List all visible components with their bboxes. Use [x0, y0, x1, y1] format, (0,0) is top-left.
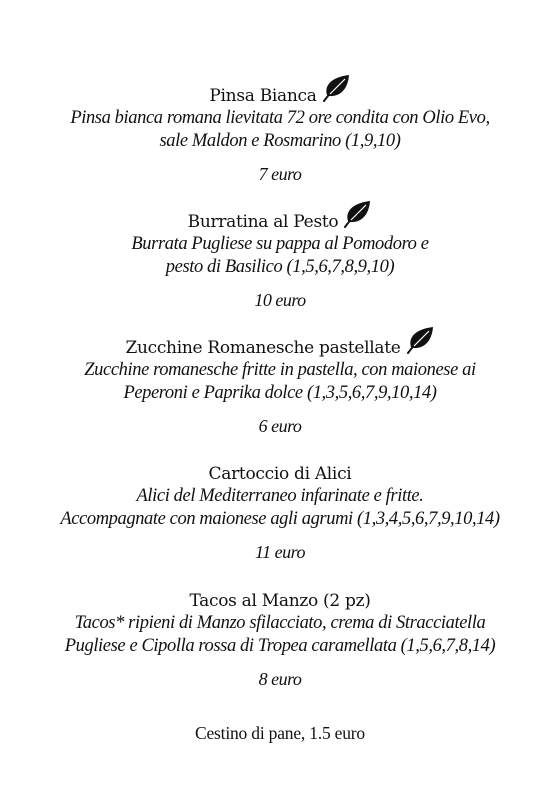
item-title-row: [0, 328, 560, 358]
item-price: 7 euro: [258, 164, 302, 184]
menu-item-zucchine-romanesche: [0, 328, 560, 437]
leaf-icon: [405, 326, 435, 354]
item-title-row: [0, 202, 560, 232]
item-description-line-1: Alici del Mediterraneo infarinate e fritte.: [136, 486, 424, 506]
item-price: 10 euro: [254, 290, 306, 310]
item-title-row: [0, 76, 560, 106]
leaf-icon: [321, 74, 351, 102]
item-description-line-2: Pugliese e Cipolla rossa di Tropea caramellata (1,5,6,7,8,14): [64, 636, 496, 656]
item-price: 11 euro: [255, 542, 305, 562]
item-description-line-1: Pinsa bianca romana lievitata 72 ore condita con Olio Evo,: [70, 108, 490, 128]
item-title: Cartoccio di Alici: [208, 464, 352, 484]
bread-basket-note: Cestino di pane, 1.5 euro: [195, 723, 365, 743]
leaf-icon: [342, 200, 372, 228]
menu-item-cartoccio-di-alici: [0, 454, 560, 563]
item-description-line-2: Accompagnate con maionese agli agrumi (1,3,4,5,6,7,9,10,14): [60, 509, 500, 529]
item-title: Burratina al Pesto: [187, 212, 339, 232]
menu-item-tacos-al-manzo: [0, 581, 560, 690]
item-description-line-1: Tacos* ripieni di Manzo sfilacciato, crema di Stracciatella: [74, 613, 486, 633]
item-title-row: [0, 454, 560, 484]
item-title: Tacos al Manzo (2 pz): [189, 591, 371, 611]
item-description-line-1: Zucchine romanesche fritte in pastella, con maionese ai: [84, 360, 476, 380]
item-price: 6 euro: [258, 416, 302, 436]
menu-item-burratina-al-pesto: [0, 202, 560, 311]
menu-item-pinsa-bianca: [0, 76, 560, 185]
item-description-line-2: Peperoni e Paprika dolce (1,3,5,6,7,9,10,14): [123, 383, 437, 403]
item-description-line-2: pesto di Basilico (1,5,6,7,8,9,10): [165, 257, 395, 277]
item-title: Zucchine Romanesche pastellate: [125, 338, 401, 358]
item-description-line-2: sale Maldon e Rosmarino (1,9,10): [159, 131, 401, 151]
item-description-line-1: Burrata Pugliese su pappa al Pomodoro e: [131, 234, 429, 254]
item-title-row: [0, 581, 560, 611]
item-price: 8 euro: [258, 669, 302, 689]
item-title: Pinsa Bianca: [209, 86, 317, 106]
